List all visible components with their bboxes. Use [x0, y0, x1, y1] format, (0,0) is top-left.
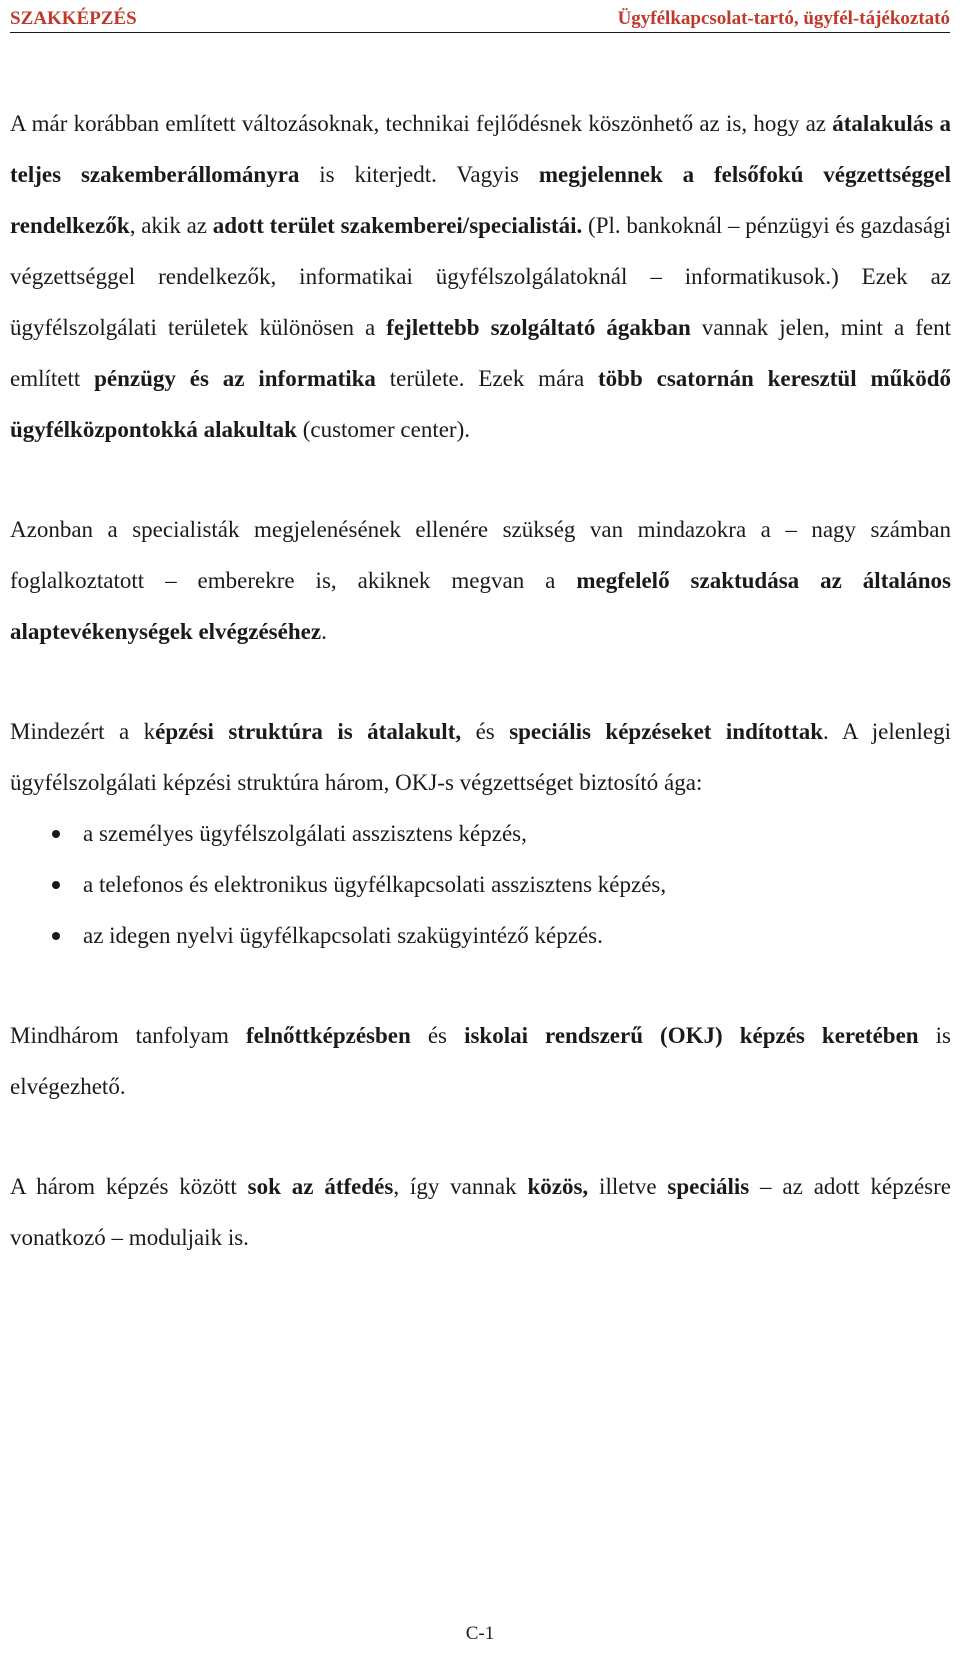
text-run: Mindezért a k	[10, 719, 156, 744]
text-run: , akik az	[129, 213, 213, 238]
text-run: és	[461, 719, 510, 744]
bold-text: speciális	[667, 1174, 750, 1199]
list-item-text: a telefonos és elektronikus ügyfélkapcsolati asszisztens képzés,	[83, 872, 667, 897]
text-run: A már korábban említett változásoknak, technikai fejlődésnek köszönhető az is, hogy az	[10, 111, 833, 136]
list-item-text: a személyes ügyfélszolgálati asszisztens képzés,	[83, 821, 527, 846]
text-run: . A jelenlegi ügyfélszolgálati képzési struktúra három, OKJ-s végzettséget biztosító ága:	[10, 719, 951, 795]
bold-text: megjelennek a felsőfokú végzettséggel rendelkezők	[10, 162, 952, 238]
bold-text: megfelelő szaktudása az általános alaptevékenységek elvégzéséhez	[10, 568, 951, 644]
paragraph	[10, 98, 951, 455]
bullet-icon	[52, 830, 60, 838]
bold-text: iskolai rendszerű (OKJ) képzés keretében	[464, 1023, 919, 1048]
bullet-icon	[52, 881, 60, 889]
bold-text: pénzügy és az informatika	[94, 366, 376, 391]
text-run: (customer center).	[296, 417, 471, 442]
bold-text: sok az átfedés	[247, 1174, 394, 1199]
text-run: vannak jelen, mint a fent említett	[10, 315, 951, 391]
page-header	[10, 0, 950, 33]
text-run: – az adott képzésre vonatkozó – moduljaik is.	[10, 1174, 952, 1250]
page-footer	[0, 1623, 960, 1645]
paragraph	[10, 504, 951, 657]
list-item	[10, 859, 951, 910]
text-run: illetve	[588, 1174, 668, 1199]
text-run: Mindhárom tanfolyam	[10, 1023, 246, 1048]
header-left-title: SZAKKÉPZÉS	[10, 8, 137, 29]
text-run: Azonban a specialisták megjelenésének ellenére szükség van mindazokra a – nagy számban foglalkoztatott – emberekre is, akiknek megvan a	[10, 517, 951, 593]
text-run: területe. Ezek mára	[375, 366, 599, 391]
text-run: , így vannak	[393, 1174, 528, 1199]
text-run: és	[410, 1023, 465, 1048]
text-run: A három képzés között	[10, 1174, 248, 1199]
header-right-title: Ügyfélkapcsolat-tartó, ügyfél-tájékoztató	[617, 8, 950, 29]
list-item	[10, 910, 951, 961]
text-run: (Pl. bankoknál – pénzügyi és gazdasági végzettséggel rendelkezők, informatikai ügyfélszolgálatoknál – informatikusok.) Ezek az ügyfélszolgálati területek különösen a	[10, 213, 951, 340]
bold-text: speciális képzéseket indítottak	[509, 719, 824, 744]
bold-text: több csatornán keresztül működő ügyfélközpontokká alakultak	[10, 366, 951, 442]
bold-text: fejlettebb szolgáltató ágakban	[386, 315, 691, 340]
text-run: is kiterjedt. Vagyis	[299, 162, 539, 187]
training-list	[10, 808, 951, 961]
document-body	[10, 98, 951, 1263]
bullet-icon	[52, 932, 60, 940]
list-item	[10, 808, 951, 859]
paragraph	[10, 706, 951, 808]
list-item-text: az idegen nyelvi ügyfélkapcsolati szakügyintéző képzés.	[83, 923, 603, 948]
paragraph	[10, 1161, 951, 1263]
bold-text: adott terület szakemberei/specialistái.	[212, 213, 583, 238]
bold-text: épzési struktúra is átalakult,	[155, 719, 462, 744]
paragraph	[10, 1010, 951, 1112]
bold-text: felnőttképzésben	[245, 1023, 411, 1048]
text-run: .	[321, 619, 327, 644]
text-run: is elvégezhető.	[10, 1023, 951, 1099]
bold-text: közös,	[527, 1174, 589, 1199]
bold-text: átalakulás a teljes szakemberállományra	[10, 111, 951, 187]
page-number: C-1	[465, 1623, 495, 1644]
